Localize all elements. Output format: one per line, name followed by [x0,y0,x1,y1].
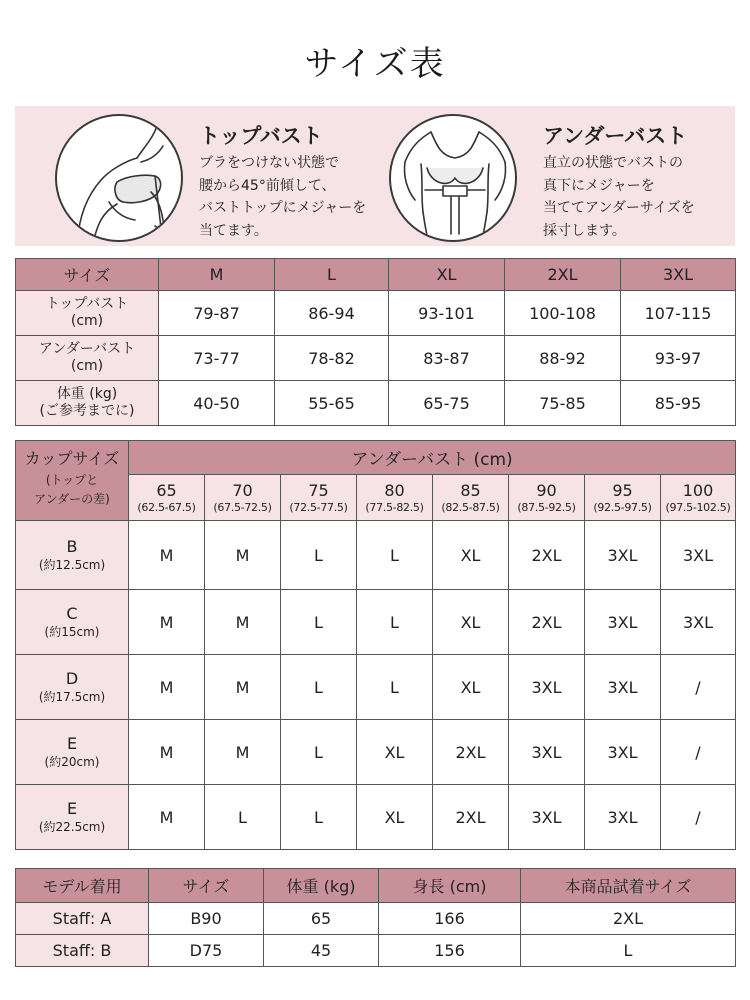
table-cell: M [205,720,281,785]
table-cell: 107-115 [621,291,736,336]
table-cell: 3XL [509,655,585,720]
table-cell: 3XL [661,590,736,655]
row-label-main: 体重 (kg) [56,386,118,402]
table-row [16,336,736,381]
row-label [16,381,159,426]
table-cell: 2XL [433,720,509,785]
table-cell: 2XL [521,903,736,935]
cup-diff: (約17.5cm) [38,690,106,704]
cup-diff: (約20cm) [44,755,100,769]
under-bust-title: アンダーバスト [543,124,688,148]
row-label-main: アンダーバスト [38,341,136,357]
table-cell: 3XL [509,785,585,850]
under-bust-illustration [389,114,517,242]
underbust-range: (92.5-97.5) [593,500,652,514]
size-header-l: L [275,259,389,291]
table-cell: 156 [379,935,521,967]
table-row [16,720,736,785]
table-cell: L [521,935,736,967]
table-cell: L [205,785,281,850]
table-cell: XL [357,785,433,850]
cup-label [16,521,129,590]
measurement-guide [15,106,735,246]
table-cell: / [661,655,736,720]
table-cell: 88-92 [505,336,621,381]
underbust-col [433,475,509,521]
table-row [16,785,736,850]
cup-diff: (約12.5cm) [38,558,106,572]
row-label [16,291,159,336]
row-label-sub: (cm) [70,358,104,374]
table-cell: L [357,655,433,720]
underbust-col [205,475,281,521]
table-row [16,381,736,426]
table-cell: 75-85 [505,381,621,426]
table-cell: M [129,590,205,655]
underbust-col [129,475,205,521]
table-cell: D75 [149,935,264,967]
table-cell: L [357,590,433,655]
cup-size-table [15,440,736,850]
underbust-value: 65 [156,480,177,500]
table-cell: 3XL [585,521,661,590]
table-cell: 100-108 [505,291,621,336]
table-cell: 65 [264,903,379,935]
table-cell: M [205,655,281,720]
underbust-col [357,475,433,521]
table-cell: 79-87 [159,291,275,336]
underbust-value: 70 [232,480,253,500]
underbust-range: (77.5-82.5) [365,500,424,514]
underbust-value: 95 [612,480,633,500]
cup-letter: C [66,604,78,623]
table-cell: 86-94 [275,291,389,336]
underbust-col [585,475,661,521]
cup-letter: E [66,734,78,753]
table-cell: 3XL [585,590,661,655]
table-cell: 3XL [585,720,661,785]
size-header-xl: XL [389,259,505,291]
table-row [16,521,736,590]
table-cell: XL [357,720,433,785]
model-table [15,868,736,967]
staff-label: Staff: A [16,903,149,935]
underbust-range: (62.5-67.5) [137,500,196,514]
table-cell: 45 [264,935,379,967]
table-cell: 3XL [509,720,585,785]
underbust-header: アンダーバスト (cm) [129,441,736,475]
table-cell: XL [433,655,509,720]
underbust-col [661,475,736,521]
table-cell: 78-82 [275,336,389,381]
table-cell: 166 [379,903,521,935]
row-label-sub: (ご参考までに) [39,403,135,419]
table-cell: L [357,521,433,590]
model-header-trial-size: 本商品試着サイズ [521,869,736,903]
underbust-value: 85 [460,480,481,500]
table-row [16,935,736,967]
cup-diff: (約22.5cm) [38,820,106,834]
table-cell: 93-97 [621,336,736,381]
cup-letter: D [65,669,79,688]
cup-label [16,720,129,785]
underbust-range: (72.5-77.5) [289,500,348,514]
table-cell: 3XL [661,521,736,590]
table-cell: M [129,521,205,590]
underbust-value: 90 [536,480,557,500]
table-cell: 3XL [585,655,661,720]
size-table-header [16,259,736,291]
cup-label [16,655,129,720]
model-header-weight: 体重 (kg) [264,869,379,903]
underbust-value: 100 [682,480,714,500]
table-cell: M [129,785,205,850]
model-table-header [16,869,736,903]
row-label-sub: (cm) [70,313,104,329]
size-header-2xl: 2XL [505,259,621,291]
cup-letter: E [66,799,78,818]
underbust-col [509,475,585,521]
cup-label [16,785,129,850]
table-cell: L [281,590,357,655]
cup-table-header [16,441,736,475]
table-cell: L [281,521,357,590]
row-label [16,336,159,381]
underbust-value: 80 [384,480,405,500]
table-cell: L [281,720,357,785]
table-cell: 2XL [509,521,585,590]
table-row [16,655,736,720]
table-cell: M [205,521,281,590]
table-cell: XL [433,521,509,590]
table-cell: / [661,720,736,785]
cup-size-sub1: (トップと [45,473,99,487]
cup-diff: (約15cm) [44,625,100,639]
table-cell: 3XL [585,785,661,850]
under-bust-description: 直立の状態でバストの 真下にメジャーを 当ててアンダーサイズを 採寸します。 [543,155,695,239]
size-header-label: サイズ [16,259,159,291]
table-cell: 93-101 [389,291,505,336]
underbust-value: 75 [308,480,329,500]
cup-size-title: カップサイズ [24,449,120,468]
table-row [16,590,736,655]
table-cell: 40-50 [159,381,275,426]
page-title: サイズ表 [304,44,446,84]
model-header-size: サイズ [149,869,264,903]
table-cell: M [129,655,205,720]
size-header-3xl: 3XL [621,259,736,291]
top-bust-title: トップバスト [199,124,323,148]
table-cell: M [205,590,281,655]
top-bust-guide [55,106,385,246]
underbust-range: (67.5-72.5) [213,500,272,514]
underbust-range: (97.5-102.5) [665,500,731,514]
table-cell: 2XL [433,785,509,850]
model-header-height: 身長 (cm) [379,869,521,903]
table-cell: XL [433,590,509,655]
cup-size-corner [16,441,129,521]
underbust-range: (87.5-92.5) [517,500,576,514]
cup-letter: B [66,537,78,556]
model-header-model: モデル着用 [16,869,149,903]
table-cell: 73-77 [159,336,275,381]
size-table [15,258,736,426]
table-cell: 65-75 [389,381,505,426]
table-row [16,903,736,935]
table-cell: / [661,785,736,850]
row-label-main: トップバスト [45,296,129,312]
top-bust-illustration [55,114,183,242]
underbust-col [281,475,357,521]
table-cell: L [281,785,357,850]
underbust-range: (82.5-87.5) [441,500,500,514]
top-bust-description: ブラをつけない状態で 腰から45°前傾して、 バストトップにメジャーを 当てます。 [199,155,367,239]
table-cell: 83-87 [389,336,505,381]
table-cell: M [129,720,205,785]
table-row [16,291,736,336]
cup-size-sub2: アンダーの差) [34,492,110,506]
table-cell: L [281,655,357,720]
table-cell: 2XL [509,590,585,655]
staff-label: Staff: B [16,935,149,967]
cup-label [16,590,129,655]
table-cell: B90 [149,903,264,935]
size-header-m: M [159,259,275,291]
table-cell: 55-65 [275,381,389,426]
under-bust-guide [387,106,727,246]
table-cell: 85-95 [621,381,736,426]
